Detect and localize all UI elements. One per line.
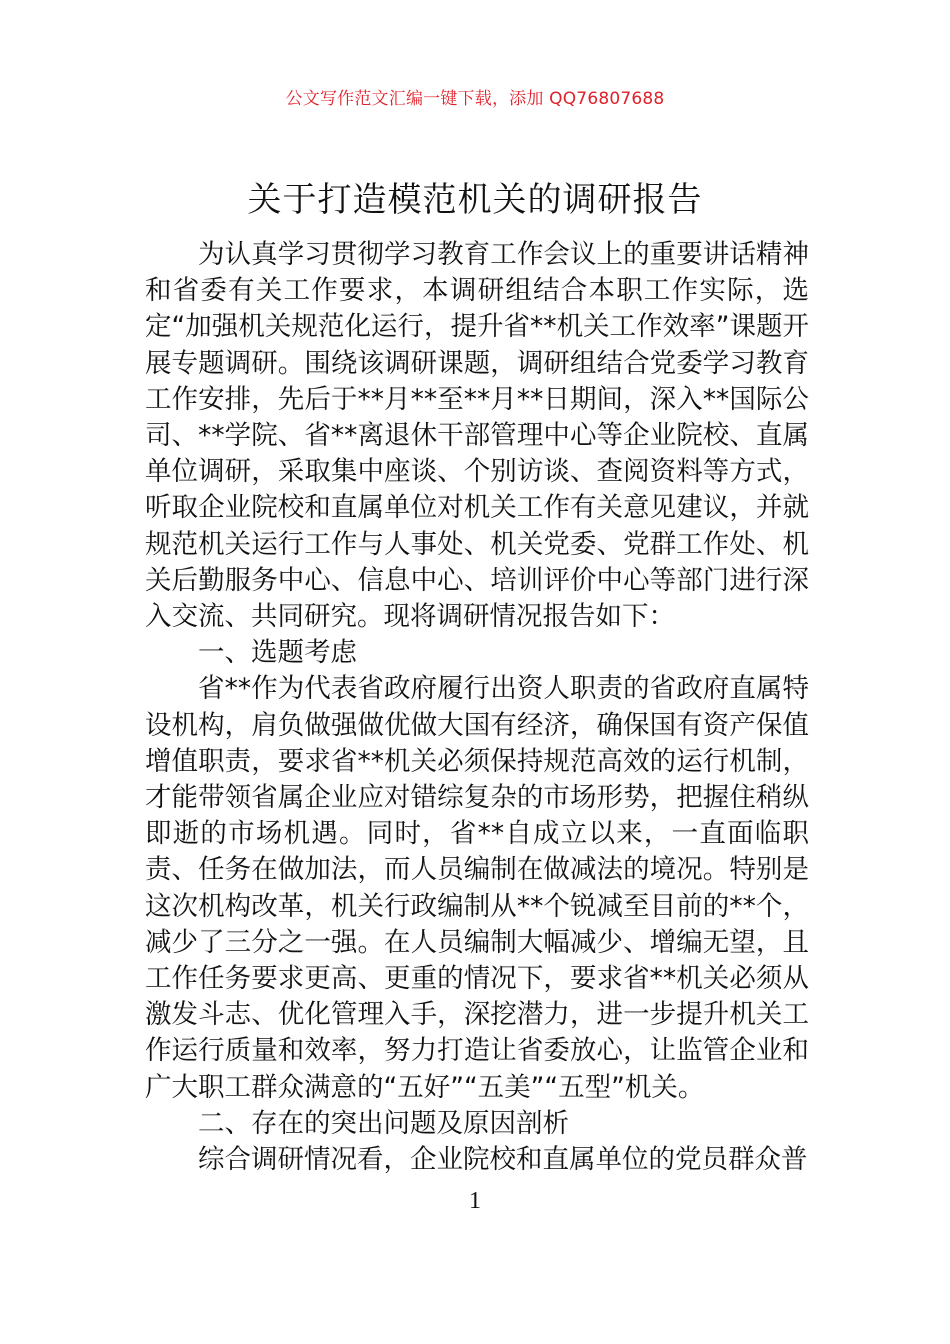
section-2-paragraph: 综合调研情况看，企业院校和直属单位的党员群众普 bbox=[198, 1144, 808, 1176]
section-heading-1: 一、选题考虑 bbox=[198, 637, 357, 669]
document-body bbox=[145, 237, 809, 1178]
section-1-paragraph: 省**作为代表省政府履行出资人职责的省政府直属特设机构，肩负做强做优做大国有经济，确保国有资产保值增值职责，要求省**机关必须保持规范高效的运行机制，才能带领省属企业应对错综复杂的市场形势，把握住稍纵即逝的市场机遇。同时，省**自成立以来，一直面临职责、任务在做加法，而人员编制在做减法的境况。特别是这次机构改革，机关行政编制从**个锐减至目前的**个，减少了三分之一强。在人员编制大幅减少、增编无望，且工作任务要求更高、更重的情况下，要求省**机关必须从激发斗志、优化管理入手，深挖潜力，进一步提升机关工作运行质量和效率，努力打造让省委放心，让监管企业和广大职工群众满意的“五好”“五美”“五型”机关。 bbox=[145, 673, 809, 1103]
section-heading-2: 二、存在的突出问题及原因剖析 bbox=[198, 1107, 569, 1139]
promo-header-text: 公文写作范文汇编一键下载，添加 QQ76807688 bbox=[285, 89, 665, 109]
document-title: 关于打造模范机关的调研报告 bbox=[247, 180, 703, 220]
page-number: 1 bbox=[469, 1188, 481, 1214]
intro-paragraph: 为认真学习贯彻学习教育工作会议上的重要讲话精神和省委有关工作要求，本调研组结合本职工作实际，选定“加强机关规范化运行，提升省**机关工作效率”课题开展专题调研。围绕该调研课题，调研组结合党委学习教育工作安排，先后于**月**至**月**日期间，深入**国际公司、**学院、省**离退休干部管理中心等企业院校、直属单位调研，采取集中座谈、个别访谈、查阅资料等方式，听取企业院校和直属单位对机关工作有关意见建议，并就规范机关运行工作与人事处、机关党委、党群工作处、机关后勤服务中心、信息中心、培训评价中心等部门进行深入交流、共同研究。现将调研情况报告如下： bbox=[145, 239, 809, 633]
